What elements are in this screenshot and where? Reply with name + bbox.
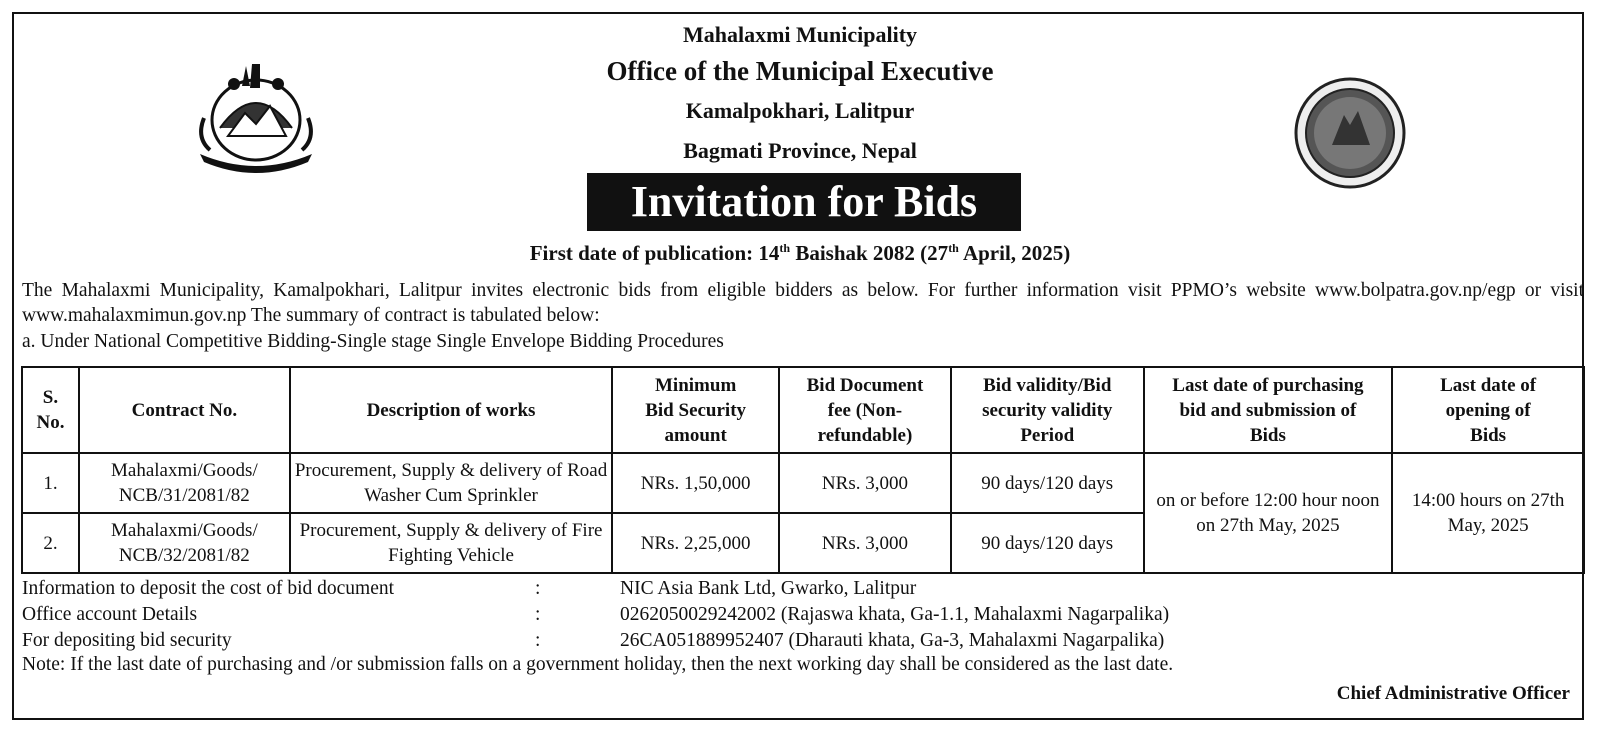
procedure-heading: a. Under National Competitive Bidding-Single stage Single Envelope Bidding Procedures bbox=[22, 331, 724, 352]
info-value: NIC Asia Bank Ltd, Gwarko, Lalitpur bbox=[620, 578, 917, 599]
info-label: Information to deposit the cost of bid document bbox=[22, 578, 395, 599]
signatory: Chief Administrative Officer bbox=[1336, 683, 1570, 704]
info-value: 26CA051889952407 (Dharauti khata, Ga-3, Mahalaxmi Nagarpalika) bbox=[620, 630, 1165, 651]
header-validity: Bid validity/Bid security validity Period bbox=[951, 367, 1144, 453]
header-contract: Contract No. bbox=[79, 367, 290, 453]
publication-date: First date of publication: 14th Baishak 2082 (27th April, 2025) bbox=[529, 241, 1071, 265]
submission-date: on or before 12:00 hour noon on 27th May, 2025 bbox=[1144, 453, 1393, 573]
row-security: NRs. 2,25,000 bbox=[612, 513, 779, 573]
row-description: Procurement, Supply & delivery of Road Washer Cum Sprinkler bbox=[290, 453, 612, 513]
info-label: Office account Details bbox=[22, 604, 198, 625]
row-sno: 1. bbox=[22, 453, 79, 513]
header-fee: Bid Document fee (Non- refundable) bbox=[779, 367, 951, 453]
info-separator: : bbox=[535, 604, 541, 625]
bids-table bbox=[21, 366, 1585, 574]
row-validity: 90 days/120 days bbox=[951, 513, 1144, 573]
header-opening: Last date of opening of Bids bbox=[1392, 367, 1584, 453]
header-security: Minimum Bid Security amount bbox=[612, 367, 779, 453]
row-validity: 90 days/120 days bbox=[951, 453, 1144, 513]
info-separator: : bbox=[535, 578, 541, 599]
office-address: Kamalpokhari, Lalitpur bbox=[685, 98, 915, 123]
table-row bbox=[22, 453, 1584, 513]
municipality-seal-icon bbox=[1292, 75, 1408, 191]
table-header-row bbox=[22, 367, 1584, 453]
info-label: For depositing bid security bbox=[22, 630, 232, 651]
row-contract: Mahalaxmi/Goods/ NCB/32/2081/82 bbox=[79, 513, 290, 573]
province-name: Bagmati Province, Nepal bbox=[683, 138, 917, 163]
header-description: Description of works bbox=[290, 367, 612, 453]
municipality-name: Mahalaxmi Municipality bbox=[682, 22, 918, 47]
opening-date: 14:00 hours on 27th May, 2025 bbox=[1392, 453, 1584, 573]
row-contract: Mahalaxmi/Goods/ NCB/31/2081/82 bbox=[79, 453, 290, 513]
holiday-note: Note: If the last date of purchasing and /or submission falls on a government holiday, then the next working day shall be considered as the last date. bbox=[22, 654, 1174, 675]
info-separator: : bbox=[535, 630, 541, 651]
row-fee: NRs. 3,000 bbox=[779, 453, 951, 513]
nepal-emblem-icon bbox=[190, 58, 322, 178]
row-security: NRs. 1,50,000 bbox=[612, 453, 779, 513]
header-sno: S. No. bbox=[22, 367, 79, 453]
row-sno: 2. bbox=[22, 513, 79, 573]
row-fee: NRs. 3,000 bbox=[779, 513, 951, 573]
notice-title: Invitation for Bids bbox=[587, 173, 1021, 231]
info-value: 0262050029242002 (Rajaswa khata, Ga-1.1, Mahalaxmi Nagarpalika) bbox=[620, 604, 1170, 625]
intro-paragraph: The Mahalaxmi Municipality, Kamalpokhari, Lalitpur invites electronic bids from eligible bidders as below. For further information visit PPMO’s website www.bolpatra.gov.np/egp or visit www.mahalaxmimun.gov.np The summary of contract is tabulated below: bbox=[22, 280, 1584, 326]
row-description: Procurement, Supply & delivery of Fire Fighting Vehicle bbox=[290, 513, 612, 573]
office-name: Office of the Municipal Executive bbox=[606, 56, 994, 86]
header-submission: Last date of purchasing bid and submission of Bids bbox=[1144, 367, 1393, 453]
